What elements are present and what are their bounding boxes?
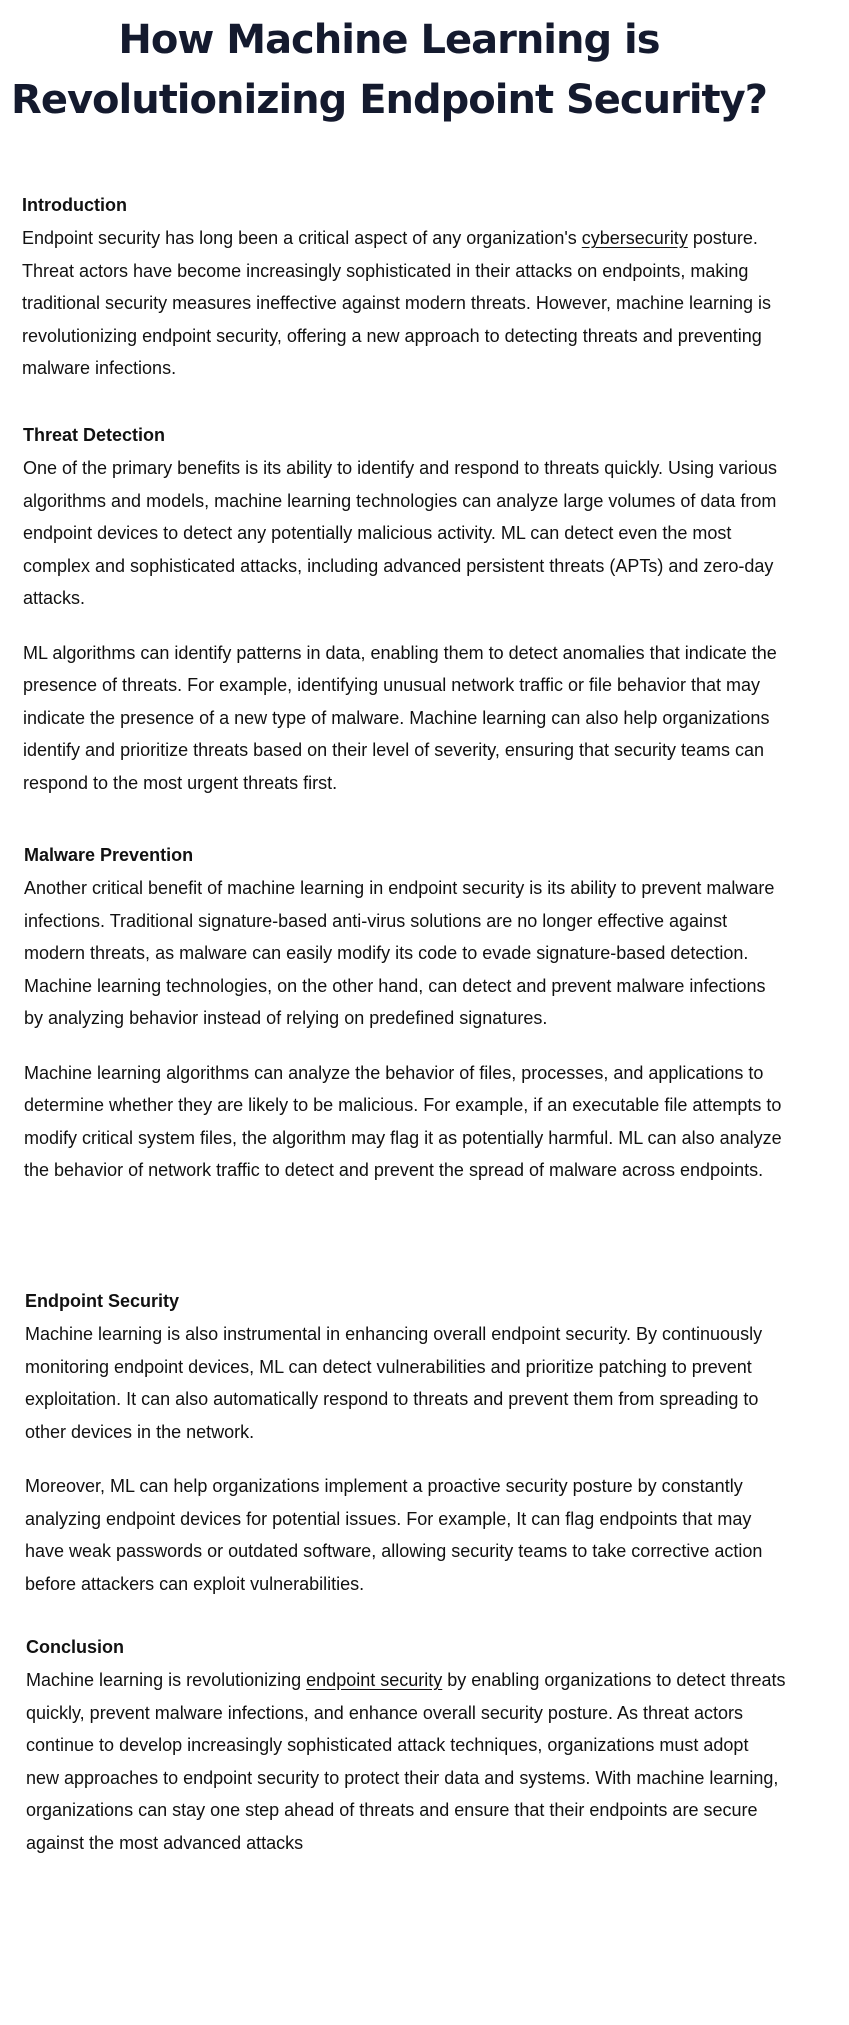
endpoint-security-link[interactable]: endpoint security [306,1670,443,1690]
paragraph [22,222,782,385]
section-heading: Introduction [22,195,127,215]
section-conclusion [26,1634,786,1859]
paragraph: Machine learning algorithms can analyze the behavior of files, processes, and applications to determine whether they are likely to be malicious. For example, if an executable file attempts to modify critical system files, the algorithm may flag it as potentially harmful. ML can also analyze the behavior of network traffic to detect and prevent the spread of malware across endpoints. [24,1062,782,1180]
paragraph: Moreover, ML can help organizations implement a proactive security posture by constantly analyzing endpoint devices for potential issues. For example, It can flag endpoints that may have weak passwords or outdated software, allowing security teams to take corrective action before attackers can exploit vulnerabilities. [25,1476,763,1594]
section-heading: Endpoint Security [25,1291,180,1311]
section-endpoint-security [25,1288,785,1600]
paragraph [26,1664,786,1859]
paragraph: Another critical benefit of machine learning in endpoint security is its ability to prevent malware infections. Traditional signature-based anti-virus solutions are no longer effective against modern threats, as malware can easily modify its code to evade signature-based detection. Machine learning technologies, on the other hand, can detect and prevent malware infections by analyzing behavior instead of relying on predefined signatures. [24,878,775,1028]
paragraph: Machine learning is also instrumental in enhancing overall endpoint security. By continuously monitoring endpoint devices, ML can detect vulnerabilities and prioritize patching to prevent exploitation. It can also automatically respond to threats and prevent them from spreading to other devices in the network. [25,1324,763,1442]
section-introduction [22,192,782,385]
paragraph-text: Endpoint security has long been a critical aspect of any organization's [22,228,582,248]
paragraph-text: Machine learning is revolutionizing [26,1670,307,1690]
section-heading: Conclusion [26,1637,124,1657]
paragraph-text: by enabling organizations to detect threats quickly, prevent malware infections, and enhance overall security posture. As threat actors continue to develop increasingly sophisticated attack techniques, organizations must adopt new approaches to endpoint security to protect their data and systems. With machine learning, organizations can stay one step ahead of threats and ensure that their endpoints are secure against the most advanced attacks [26,1670,786,1853]
section-malware-prevention [24,842,784,1187]
paragraph-text: posture. Threat actors have become increasingly sophisticated in their attacks on endpoints, making traditional security measures ineffective against modern threats. However, machine learning is revolutionizing endpoint security, offering a new approach to detecting threats and preventing malware infections. [22,228,772,378]
page-title: How Machine Learning is Revolutionizing Endpoint Security? [11,17,767,123]
section-threat-detection [23,422,783,799]
section-heading: Malware Prevention [24,845,194,865]
section-heading: Threat Detection [23,425,166,445]
cybersecurity-link[interactable]: cybersecurity [581,228,688,248]
paragraph: ML algorithms can identify patterns in data, enabling them to detect anomalies that indicate the presence of threats. For example, identifying unusual network traffic or file behavior that may indicate the presence of a new type of malware. Machine learning can also help organizations identify and prioritize threats based on their level of severity, ensuring that security teams can respond to the most urgent threats first. [23,642,777,793]
paragraph: One of the primary benefits is its ability to identify and respond to threats quickly. Using various algorithms and models, machine learning technologies can analyze large volumes of data from endpoint devices to detect any potentially malicious activity. ML can detect even the most complex and sophisticated attacks, including advanced persistent threats (APTs) and zero-day attacks. [23,458,778,608]
